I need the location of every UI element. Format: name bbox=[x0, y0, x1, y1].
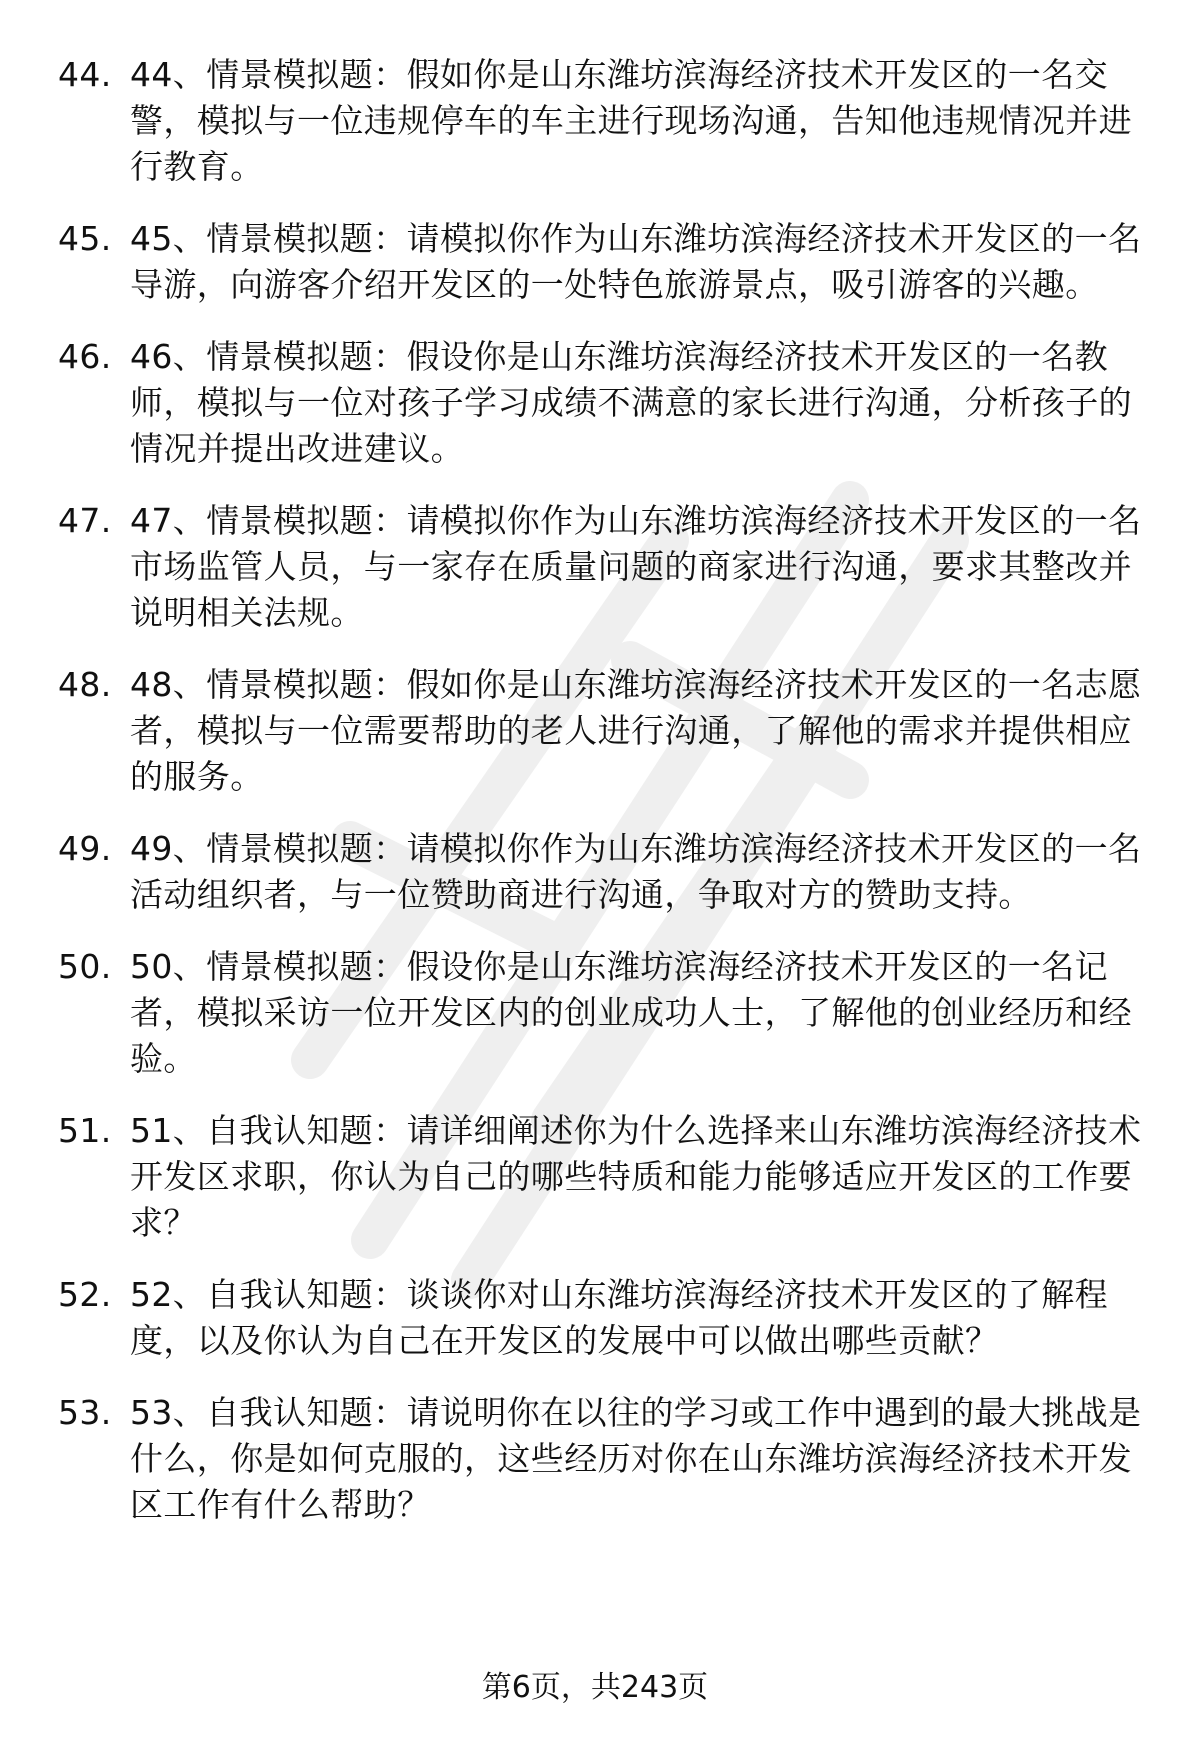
question-text: 47、情景模拟题：请模拟你作为山东潍坊滨海经济技术开发区的一名市场监管人员，与一家存在质量问题的商家进行沟通，要求其整改并说明相关法规。 bbox=[130, 501, 1142, 632]
question-item bbox=[58, 1390, 1158, 1528]
question-number: 53. bbox=[58, 1393, 112, 1432]
question-number: 45. bbox=[58, 219, 112, 258]
question-item bbox=[58, 1272, 1158, 1364]
question-number: 49. bbox=[58, 829, 112, 868]
question-item bbox=[58, 334, 1158, 472]
question-number: 48. bbox=[58, 665, 112, 704]
question-item bbox=[58, 826, 1158, 918]
question-text: 52、自我认知题：谈谈你对山东潍坊滨海经济技术开发区的了解程度，以及你认为自己在开发区的发展中可以做出哪些贡献？ bbox=[130, 1275, 1108, 1360]
question-item bbox=[58, 52, 1158, 190]
question-text: 46、情景模拟题：假设你是山东潍坊滨海经济技术开发区的一名教师，模拟与一位对孩子学习成绩不满意的家长进行沟通，分析孩子的情况并提出改进建议。 bbox=[130, 337, 1132, 468]
question-text: 48、情景模拟题：假如你是山东潍坊滨海经济技术开发区的一名志愿者，模拟与一位需要帮助的老人进行沟通，了解他的需求并提供相应的服务。 bbox=[130, 665, 1142, 796]
question-number: 51. bbox=[58, 1111, 112, 1150]
question-number: 44. bbox=[58, 55, 112, 94]
question-text: 53、自我认知题：请说明你在以往的学习或工作中遇到的最大挑战是什么，你是如何克服的，这些经历对你在山东潍坊滨海经济技术开发区工作有什么帮助？ bbox=[130, 1393, 1142, 1524]
question-item bbox=[58, 944, 1158, 1082]
question-list bbox=[58, 52, 1158, 1554]
question-number: 47. bbox=[58, 501, 112, 540]
question-text: 49、情景模拟题：请模拟你作为山东潍坊滨海经济技术开发区的一名活动组织者，与一位赞助商进行沟通，争取对方的赞助支持。 bbox=[130, 829, 1142, 914]
question-item bbox=[58, 216, 1158, 308]
question-number: 52. bbox=[58, 1275, 112, 1314]
question-item bbox=[58, 498, 1158, 636]
question-text: 44、情景模拟题：假如你是山东潍坊滨海经济技术开发区的一名交警，模拟与一位违规停车的车主进行现场沟通，告知他违规情况并进行教育。 bbox=[130, 55, 1132, 186]
question-number: 46. bbox=[58, 337, 112, 376]
question-number: 50. bbox=[58, 947, 112, 986]
question-item bbox=[58, 662, 1158, 800]
question-text: 45、情景模拟题：请模拟你作为山东潍坊滨海经济技术开发区的一名导游，向游客介绍开发区的一处特色旅游景点，吸引游客的兴趣。 bbox=[130, 219, 1142, 304]
page-number: 第6页，共243页 bbox=[481, 1670, 709, 1705]
question-text: 51、自我认知题：请详细阐述你为什么选择来山东潍坊滨海经济技术开发区求职，你认为自己的哪些特质和能力能够适应开发区的工作要求？ bbox=[130, 1111, 1142, 1242]
question-text: 50、情景模拟题：假设你是山东潍坊滨海经济技术开发区的一名记者，模拟采访一位开发区内的创业成功人士，了解他的创业经历和经验。 bbox=[130, 947, 1132, 1078]
question-item bbox=[58, 1108, 1158, 1246]
